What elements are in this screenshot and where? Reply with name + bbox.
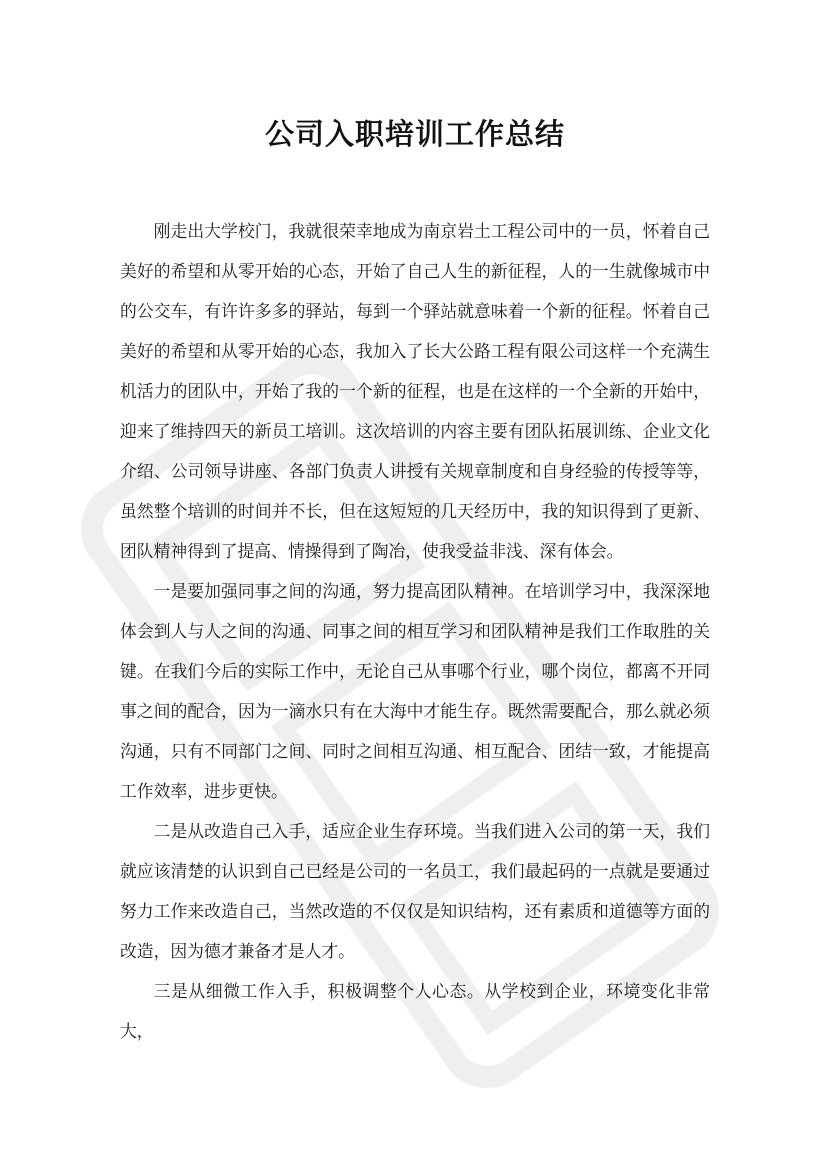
- paragraph-point-two: 二是从改造自己入手，适应企业生存环境。当我们进入公司的第一天，我们就应该清楚的认识到自己已经是公司的一名员工，我们最起码的一点就是要通过努力工作来改造自己，当然改造的不仅仅是知识结构，还有素质和道德等方面的改造，因为德才兼备才是人才。: [120, 821, 710, 961]
- paragraph-point-three: 三是从细微工作入手，积极调整个人心态。从学校到企业，环境变化非常大，: [120, 981, 710, 1041]
- document-title: 公司入职培训工作总结: [264, 117, 565, 151]
- paragraph-intro: 刚走出大学校门，我就很荣幸地成为南京岩土工程公司中的一员，怀着自己美好的希望和从零开始的心态，开始了自己人生的新征程，人的一生就像城市中的公交车，有许许多多的驿站，每到一个驿站就意味着一个新的征程。怀着自己美好的希望和从零开始的心态，我加入了长大公路工程有限公司这样一个充满生机活力的团队中，开始了我的一个新的征程，也是在这样的一个全新的开始中，迎来了维持四天的新员工培训。这次培训的内容主要有团队拓展训练、企业文化介绍、公司领导讲座、各部门负责人讲授有关规章制度和自身经验的传授等等，虽然整个培训的时间并不长，但在这短短的几天经历中，我的知识得到了更新、团队精神得到了提高、情操得到了陶冶，使我受益非浅、深有体会。: [120, 221, 710, 561]
- paragraph-point-one: 一是要加强同事之间的沟通，努力提高团队精神。在培训学习中，我深深地体会到人与人之间的沟通、同事之间的相互学习和团队精神是我们工作取胜的关键。在我们今后的实际工作中，无论自己从事哪个行业，哪个岗位，都离不开同事之间的配合，因为一滴水只有在大海中才能生存。既然需要配合，那么就必须沟通，只有不同部门之间、同时之间相互沟通、相互配合、团结一致，才能提高工作效率，进步更快。: [120, 581, 710, 801]
- document-body: [120, 211, 710, 1051]
